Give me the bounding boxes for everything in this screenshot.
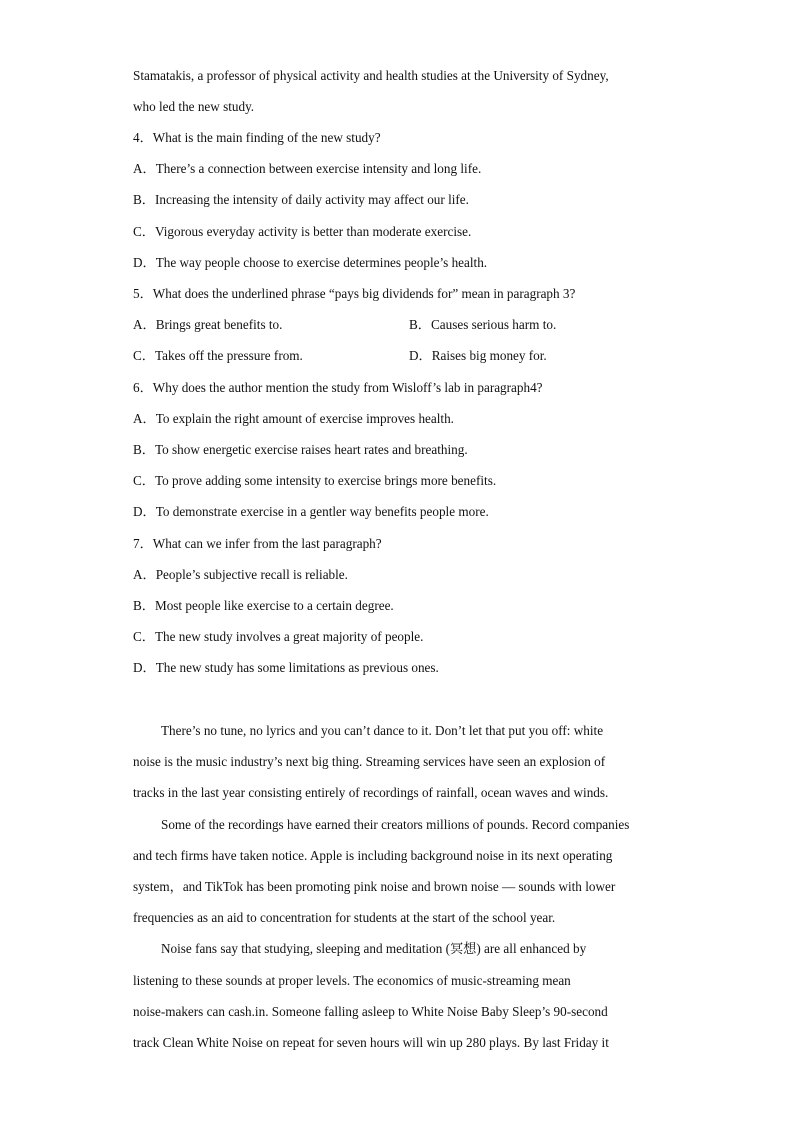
passage-line: listening to these sounds at proper levels. The economics of music-streaming mean <box>133 973 571 988</box>
passage-line: Some of the recordings have earned their creators millions of pounds. Record companies <box>161 817 630 832</box>
answer-option: B．To show energetic exercise raises heart rates and breathing. <box>133 442 468 457</box>
answer-option: A．Brings great benefits to. <box>133 317 283 332</box>
passage-line: system，and TikTok has been promoting pink noise and brown noise — sounds with lower <box>133 879 616 894</box>
answer-option: B．Most people like exercise to a certain degree. <box>133 598 394 613</box>
answer-option: C．Vigorous everyday activity is better than moderate exercise. <box>133 224 472 239</box>
answer-option: D．The new study has some limitations as previous ones. <box>133 660 439 675</box>
question-stem: 7．What can we infer from the last paragraph? <box>133 536 382 551</box>
answer-option: D．Raises big money for. <box>409 348 547 363</box>
answer-option: C．To prove adding some intensity to exercise brings more benefits. <box>133 473 497 488</box>
answer-option: D．The way people choose to exercise determines people’s health. <box>133 255 488 270</box>
question-stem: 5．What does the underlined phrase “pays big dividends for” mean in paragraph 3? <box>133 286 576 301</box>
passage-line: tracks in the last year consisting entirely of recordings of rainfall, ocean waves and winds. <box>133 785 609 800</box>
passage-line: noise-makers can cash.in. Someone falling asleep to White Noise Baby Sleep’s 90-second <box>133 1004 608 1019</box>
answer-option: C．Takes off the pressure from. <box>133 348 303 363</box>
passage-line: frequencies as an aid to concentration for students at the start of the school year. <box>133 910 556 925</box>
passage-line: Noise fans say that studying, sleeping and meditation (冥想) are all enhanced by <box>161 941 587 956</box>
question-stem: 4．What is the main finding of the new study? <box>133 130 381 145</box>
intro-line: Stamatakis, a professor of physical activity and health studies at the University of Sydney, <box>133 68 609 83</box>
answer-option: A．There’s a connection between exercise intensity and long life. <box>133 161 482 176</box>
passage-line: and tech firms have taken notice. Apple is including background noise in its next operating <box>133 848 613 863</box>
passage-line: There’s no tune, no lyrics and you can’t dance to it. Don’t let that put you off: white <box>161 723 604 738</box>
passage-line: noise is the music industry’s next big thing. Streaming services have seen an explosion of <box>133 754 606 769</box>
answer-option: D．To demonstrate exercise in a gentler way benefits people more. <box>133 504 489 519</box>
answer-option: A．To explain the right amount of exercise improves health. <box>133 411 454 426</box>
question-stem: 6．Why does the author mention the study from Wisloff’s lab in paragraph4? <box>133 380 543 395</box>
intro-line: who led the new study. <box>133 99 255 114</box>
answer-option: B．Causes serious harm to. <box>409 317 557 332</box>
answer-option: C．The new study involves a great majority of people. <box>133 629 424 644</box>
answer-option: A．People’s subjective recall is reliable. <box>133 567 348 582</box>
passage-line: track Clean White Noise on repeat for seven hours will win up 280 plays. By last Friday it <box>133 1035 609 1050</box>
answer-option: B．Increasing the intensity of daily activity may affect our life. <box>133 192 469 207</box>
